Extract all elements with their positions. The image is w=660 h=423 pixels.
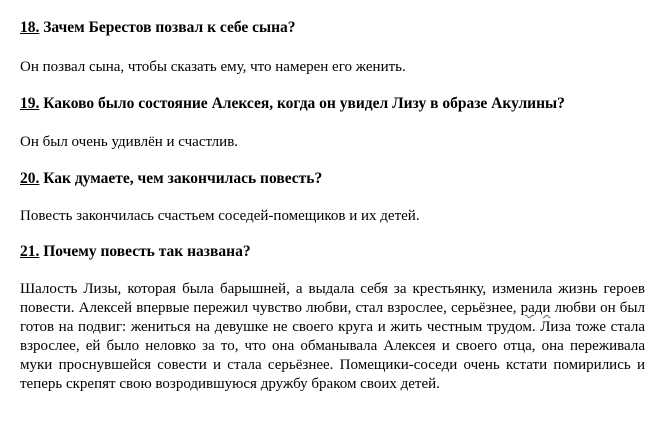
- question-number: 19.: [20, 95, 40, 112]
- answer-18: Он позвал сына, чтобы сказать ему, что намерен его женить.: [20, 59, 406, 75]
- question-text: Почему повесть так названа?: [43, 243, 251, 260]
- answer-text: Шалость Лизы, которая была барышней, а выдала себя за крестьянку, изменила жизнь героев повести. Алексей впервые пережил чувство любви, стал взрослее, серьёзнее,: [20, 281, 645, 316]
- question-text: Зачем Берестов позвал к себе сына?: [43, 19, 296, 36]
- answer-21: [20, 280, 645, 394]
- question-18: [20, 19, 296, 37]
- answer-text: любви он был готов на подвиг: жениться на девушке не своего круга и жить честным трудом. Лиза тоже стала взрослее, ей было неловко за то, что она обманывала Алексея и своего отца, она переживала муки проснувшейся совести и стала серьёзнее. Помещики-соседи очень кстати помирились и теперь скрепят свою возродившуюся дружбу браком своих детей.: [20, 300, 645, 392]
- question-text: Как думаете, чем закончилась повесть?: [43, 170, 323, 187]
- question-text: Каково было состояние Алексея, когда он увидел Лизу в образе Акулины?: [43, 95, 565, 112]
- answer-20: Повесть закончилась счастьем соседей-помещиков и их детей.: [20, 208, 420, 224]
- question-19: [20, 95, 565, 113]
- question-21: [20, 243, 251, 261]
- question-20: [20, 170, 322, 188]
- question-number: 21.: [20, 243, 40, 260]
- question-number: 18.: [20, 19, 40, 36]
- question-number: 20.: [20, 170, 40, 187]
- answer-19: Он был очень удивлён и счастлив.: [20, 134, 239, 150]
- grammar-marked-word: ради: [520, 300, 551, 316]
